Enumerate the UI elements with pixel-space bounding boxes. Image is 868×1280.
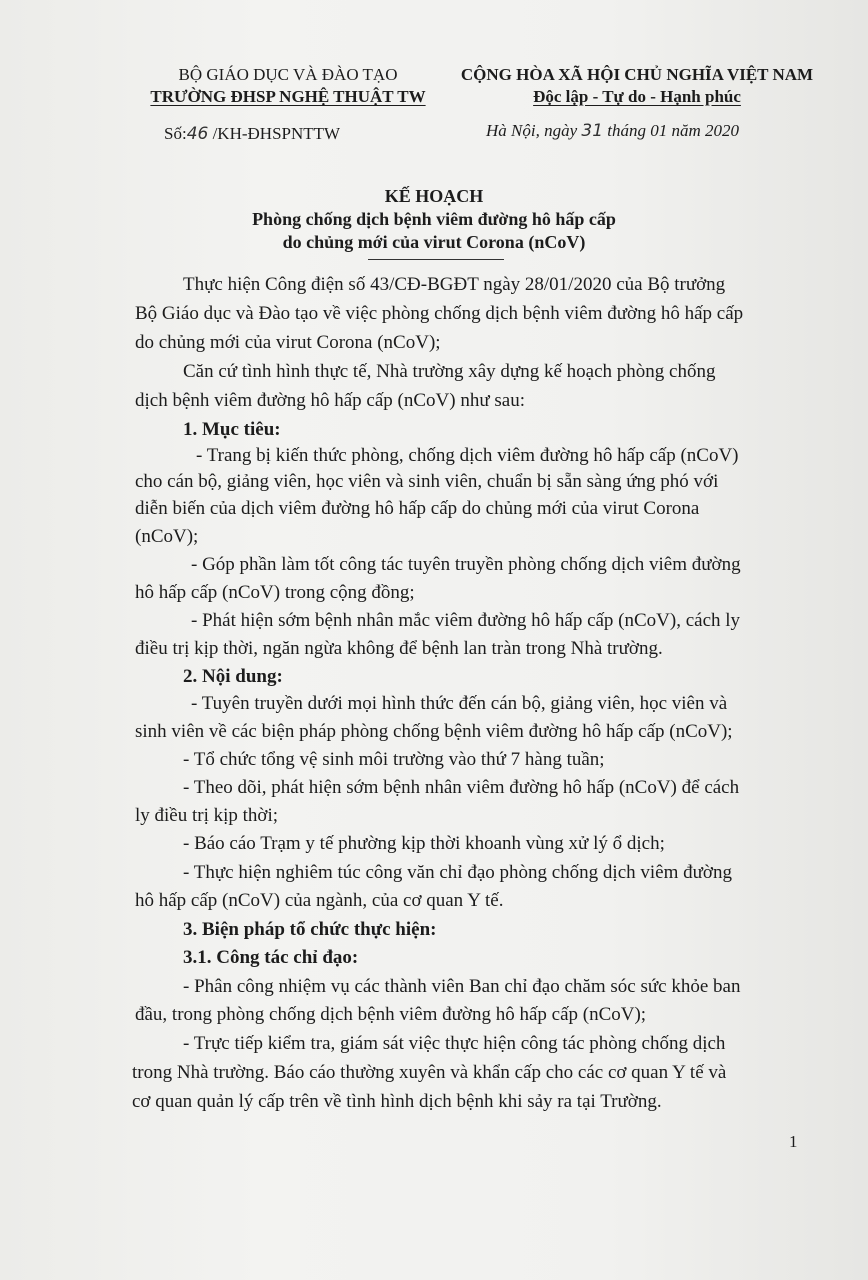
title-underline <box>368 259 504 260</box>
national-motto <box>438 86 836 108</box>
body-line: - Phân công nhiệm vụ các thành viên Ban chỉ đạo chăm sóc sức khỏe ban <box>183 976 741 997</box>
country-name: CỘNG HÒA XÃ HỘI CHỦ NGHĨA VIỆT NAM <box>460 65 814 84</box>
ministry-name: BỘ GIÁO DỤC VÀ ĐÀO TẠO <box>178 65 398 84</box>
body-line: Bộ Giáo dục và Đào tạo về việc phòng chống dịch bệnh viêm đường hô hấp cấp <box>135 303 744 324</box>
body-line: - Góp phần làm tốt công tác tuyên truyền phòng chống dịch viêm đường <box>191 554 741 575</box>
document-number-handwritten: 46 <box>186 124 209 144</box>
body-line: Căn cứ tình hình thực tế, Nhà trường xây dựng kế hoạch phòng chống <box>183 361 716 382</box>
section-heading-3: 3. Biện pháp tổ chức thực hiện: <box>183 919 437 940</box>
date-day-handwritten: 31 <box>581 121 604 141</box>
section-heading-2: 2. Nội dung: <box>183 666 283 687</box>
subsection-heading-3-1: 3.1. Công tác chỉ đạo: <box>183 947 359 968</box>
body-line: trong Nhà trường. Báo cáo thường xuyên và khẩn cấp cho các cơ quan Y tế và <box>132 1062 727 1083</box>
date-prefix: Hà Nội, ngày <box>486 121 582 140</box>
school-name-text: TRƯỜNG ĐHSP NGHỆ THUẬT TW <box>150 87 426 106</box>
body-line: - Trực tiếp kiểm tra, giám sát việc thực hiện công tác phòng chống dịch <box>183 1033 726 1054</box>
body-line: diễn biến của dịch viêm đường hô hấp cấp do chủng mới của virut Corona <box>135 498 700 519</box>
body-line: cơ quan quản lý cấp trên về tình hình dịch bệnh khi sảy ra tại Trường. <box>132 1091 662 1112</box>
document-subtitle-line2: do chủng mới của virut Corona (nCoV) <box>282 232 586 252</box>
body-line: cho cán bộ, giảng viên, học viên và sinh viên, chuẩn bị sẵn sàng ứng phó với <box>135 471 719 492</box>
body-line: - Trang bị kiến thức phòng, chống dịch viêm đường hô hấp cấp (nCoV) <box>196 445 739 466</box>
document-subtitle-line1: Phòng chống dịch bệnh viêm đường hô hấp cấp <box>252 209 616 229</box>
body-line: - Phát hiện sớm bệnh nhân mắc viêm đường hô hấp cấp (nCoV), cách ly <box>191 610 741 631</box>
school-name <box>108 86 468 108</box>
date-suffix: tháng 01 năm 2020 <box>603 121 740 140</box>
body-line: dịch bệnh viêm đường hô hấp cấp (nCoV) như sau: <box>135 390 525 411</box>
national-header <box>438 64 836 108</box>
body-line: sinh viên về các biện pháp phòng chống bệnh viêm đường hô hấp cấp (nCoV); <box>135 721 733 742</box>
body-line: hô hấp cấp (nCoV) của ngành, của cơ quan Y tế. <box>135 890 504 911</box>
issuer-block <box>108 64 468 108</box>
body-line: ly điều trị kịp thời; <box>135 805 279 826</box>
body-line: điều trị kịp thời, ngăn ngừa không để bệnh lan tràn trong Nhà trường. <box>135 638 663 659</box>
page-number: 1 <box>789 1132 798 1151</box>
body-line: Thực hiện Công điện số 43/CĐ-BGĐT ngày 28/01/2020 của Bộ trưởng <box>183 274 726 295</box>
document-number-prefix: Số: <box>164 124 187 143</box>
body-line: hô hấp cấp (nCoV) trong cộng đồng; <box>135 582 415 603</box>
document-number-suffix: /KH-ĐHSPNTTW <box>208 124 341 143</box>
body-line: do chủng mới của virut Corona (nCoV); <box>135 332 441 353</box>
body-line: (nCoV); <box>135 526 199 547</box>
national-motto-text: Độc lập - Tự do - Hạnh phúc <box>533 87 741 106</box>
document-number <box>164 124 340 144</box>
document-title: KẾ HOẠCH <box>384 186 484 206</box>
body-line: - Tổ chức tổng vệ sinh môi trường vào thứ 7 hàng tuần; <box>183 749 605 770</box>
section-heading-1: 1. Mục tiêu: <box>183 419 281 440</box>
body-line: - Thực hiện nghiêm túc công văn chỉ đạo phòng chống dịch viêm đường <box>183 862 732 883</box>
body-line: đầu, trong phòng chống dịch bệnh viêm đường hô hấp cấp (nCoV); <box>135 1004 647 1025</box>
body-line: - Báo cáo Trạm y tế phường kịp thời khoanh vùng xử lý ổ dịch; <box>183 833 665 854</box>
document-date <box>486 121 739 141</box>
body-line: - Tuyên truyền dưới mọi hình thức đến cán bộ, giảng viên, học viên và <box>191 693 728 714</box>
body-line: - Theo dõi, phát hiện sớm bệnh nhân viêm đường hô hấp (nCoV) để cách <box>183 777 740 798</box>
